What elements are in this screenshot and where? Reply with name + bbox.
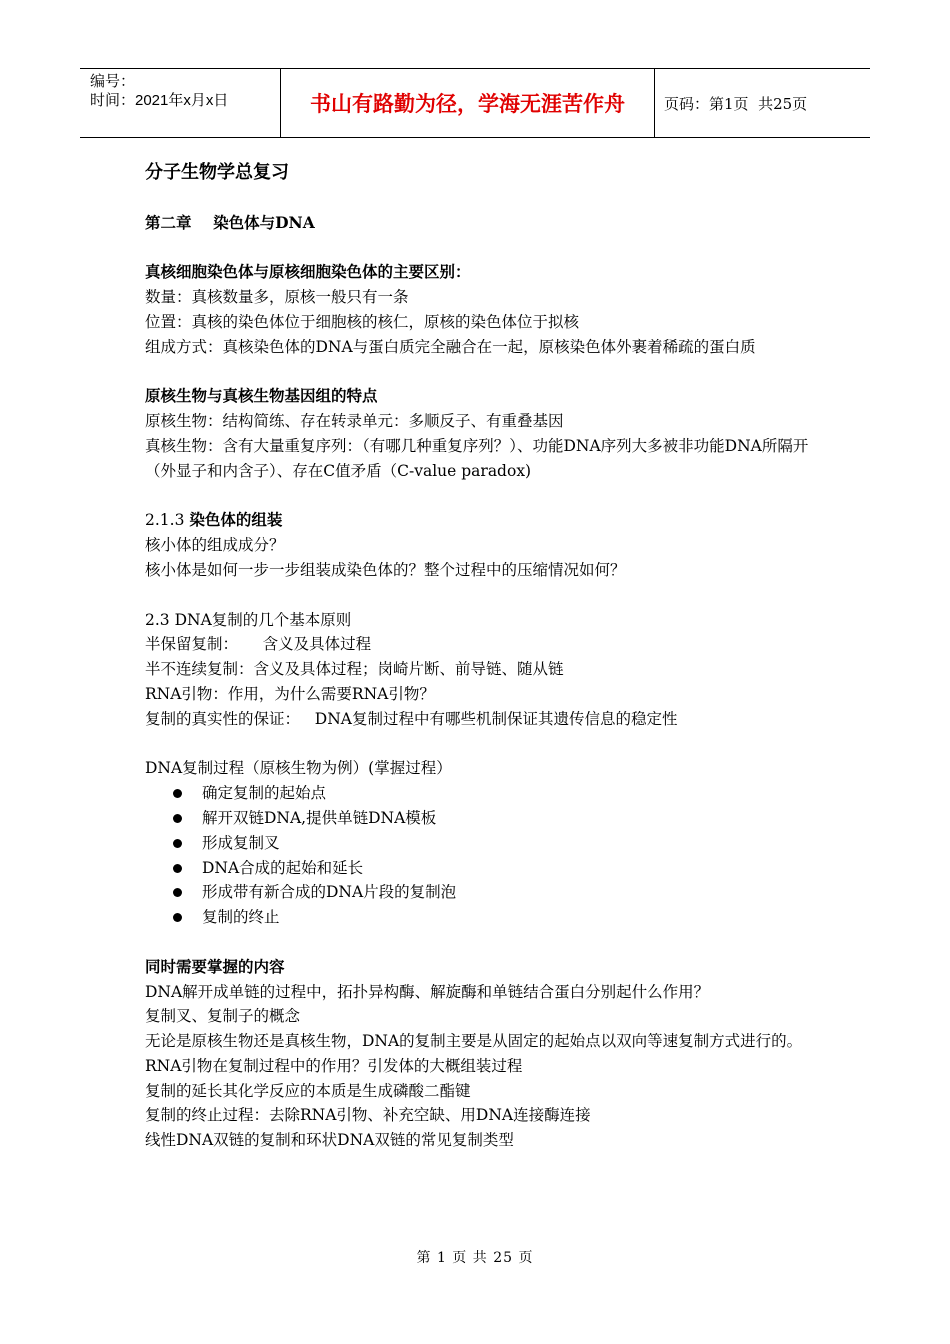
paragraph-line: 核小体是如何一步一步组装成染色体的？整个过程中的压缩情况如何？ <box>145 560 626 579</box>
paragraph-line: 核小体的组成成分？ <box>145 536 285 555</box>
paragraph-line: 复制的真实性的保证： DNA复制过程中有哪些机制保证其遗传信息的稳定性 <box>145 709 678 728</box>
section-heading: 同时需要掌握的内容 <box>145 956 285 976</box>
page-label-cell <box>655 69 870 137</box>
page-footer: 第 1 页 共 25 页 <box>416 1250 534 1266</box>
paragraph-line: 无论是原核生物还是真核生物，DNA的复制主要是从固定的起始点以双向等速复制方式进行的。 <box>145 1032 803 1051</box>
section-heading: 2.3 DNA复制的几个基本原则 <box>145 610 352 629</box>
paragraph-line: 半保留复制： 含义及具体过程 <box>145 635 372 654</box>
date-label: 时间：2021年x月x日 <box>90 92 229 109</box>
paragraph-line: RNA引物在复制过程中的作用？引发体的大概组装过程 <box>145 1056 523 1075</box>
chapter-heading: 第二章 染色体与DNA <box>145 212 315 232</box>
paragraph-line: 复制的延长其化学反应的本质是生成磷酸二酯键 <box>145 1081 471 1100</box>
page-label: 页码：第1页 共25页 <box>664 94 808 113</box>
paragraph-line: RNA引物：作用，为什么需要RNA引物？ <box>145 684 435 703</box>
list-item: 复制的终止 <box>173 905 815 930</box>
section-heading: 原核生物与真核生物基因组的特点 <box>145 386 378 406</box>
paragraph-line: 组成方式：真核染色体的DNA与蛋白质完全融合在一起，原核染色体外裹着稀疏的蛋白质 <box>145 337 756 356</box>
document-title: 分子生物学总复习 <box>145 162 289 182</box>
paragraph-line: 半不连续复制：含义及具体过程；岗崎片断、前导链、随从链 <box>145 660 564 679</box>
paragraph-line: 复制叉、复制子的概念 <box>145 1007 301 1026</box>
section-heading <box>145 508 815 533</box>
bullet-list <box>145 781 815 930</box>
paragraph-line: 真核生物：含有大量重复序列：（有哪几种重复序列？）、功能DNA序列大多被非功能DNA所隔开（外显子和内含子）、存在C值矛盾（C-value paradox) <box>145 436 809 480</box>
page-header <box>80 68 870 138</box>
list-item: 形成带有新合成的DNA片段的复制泡 <box>173 880 815 905</box>
paragraph-line: 位置：真核的染色体位于细胞核的核仁，原核的染色体位于拟核 <box>145 312 580 331</box>
paragraph-line: 原核生物：结构简练、存在转录单元：多顺反子、有重叠基因 <box>145 412 564 431</box>
number-label: 编号： <box>90 73 136 90</box>
section-heading: DNA复制过程（原核生物为例）(掌握过程） <box>145 759 452 778</box>
list-item: 确定复制的起始点 <box>173 781 815 806</box>
section-number: 2.1.3 <box>145 511 190 530</box>
section-title: 染色体的组装 <box>189 510 283 530</box>
header-left-cell <box>80 69 280 137</box>
document-body <box>145 150 815 1153</box>
list-item: DNA合成的起始和延长 <box>173 856 815 881</box>
paragraph-line: 线性DNA双链的复制和环状DNA双链的常见复制类型 <box>145 1131 514 1150</box>
section-heading: 真核细胞染色体与原核细胞染色体的主要区别： <box>145 262 471 282</box>
motto-text: 书山有路勤为径，学海无涯苦作舟 <box>310 93 625 116</box>
paragraph-line: DNA解开成单链的过程中，拓扑异构酶、解旋酶和单链结合蛋白分别起什么作用？ <box>145 982 710 1001</box>
list-item: 形成复制叉 <box>173 831 815 856</box>
paragraph-line: 复制的终止过程：去除RNA引物、补充空缺、用DNA连接酶连接 <box>145 1106 591 1125</box>
motto-cell <box>280 69 655 137</box>
list-item: 解开双链DNA,提供单链DNA模板 <box>173 806 815 831</box>
paragraph-line: 数量：真核数量多，原核一般只有一条 <box>145 288 409 307</box>
